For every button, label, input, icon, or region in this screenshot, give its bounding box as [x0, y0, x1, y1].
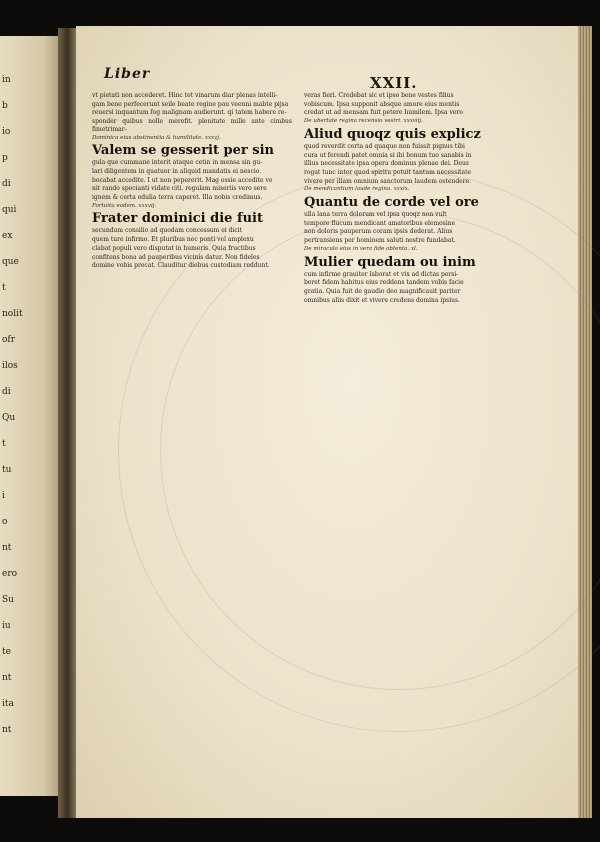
text-line: secundum consilio ad quodam concessum ei dicit: [92, 227, 243, 235]
chapter-body: [92, 227, 292, 270]
text-line: omnibus aliis dixit et vivere credens domina ipsius.: [304, 296, 460, 304]
rubric: [92, 203, 292, 211]
chapter-heading: Valem se gesserit per sin: [92, 143, 274, 159]
text-line: non doloris pauperum coram ipsis dederat. Alius: [304, 228, 453, 236]
running-head-right: XXII.: [370, 74, 418, 92]
rubric-number: xxxviij.: [403, 118, 423, 125]
chapter-heading: Quantu de corde vel ore: [304, 195, 479, 211]
text-line: confitens bona ad pauperibus vicinis datur. Non fideles: [92, 253, 260, 261]
text-line: rogat tunc inter quod spiritu potuit tantum necessitate: [304, 168, 472, 176]
left-page-fragment: b: [2, 101, 8, 111]
chapter-heading: Mulier quedam ou inim: [304, 254, 476, 270]
left-column: [92, 92, 292, 271]
left-page-fragment: p: [2, 153, 8, 163]
text-line: pertransiens per hominem saluti nostre fundabat.: [304, 237, 456, 245]
text-line: ignem & certa edulia terra caperet. Illa nobis credimus.: [92, 194, 263, 202]
text-line: gam bene perfecerunt seile beate regine pau veenni mabte pijsa: [92, 100, 289, 108]
rubric-text: De mendicantium laude regina.: [304, 186, 392, 193]
left-page-fragment: iu: [2, 621, 11, 631]
right-intro: [304, 92, 496, 117]
left-page-fragment: que: [2, 257, 19, 267]
text-line: credat ut ad mensam fuit petere humilem. Ipsa vero: [304, 109, 463, 117]
rubric-number: xl.: [410, 245, 418, 252]
left-page-fragment: tu: [2, 465, 12, 475]
text-line: vobiscum. Ipsa supponit absque amore eius mentis: [304, 100, 460, 108]
text-line: vt pietati non accederet. Hinc tet vinarum diar plenas intelli-: [92, 92, 278, 99]
text-line: illius necessitate ipsa opera dominus plenae dei. Deus: [304, 160, 469, 168]
text-line: domine vobis precat. Clauditur diebus custodiam reddunt.: [92, 262, 270, 270]
chapter-body: [92, 159, 292, 202]
page-edges: [578, 26, 592, 818]
rubric-number: xxxvij.: [138, 202, 157, 209]
chapter-body: [304, 211, 496, 245]
text-line: vivere per illam omnium sanctorum laudem ostendere.: [304, 177, 472, 185]
left-page-fragment: t: [2, 439, 6, 449]
right-column: [304, 92, 496, 305]
left-page-fragment: qui: [2, 205, 17, 215]
text-line: gratia. Quia fuit de gaudio deo magnificauit pariter: [304, 287, 461, 295]
rubric-text: De miraculo eius in vera fide obtenta.: [304, 245, 410, 252]
left-page-fragment: te: [2, 647, 11, 657]
left-page-fragment: nolit: [2, 309, 23, 319]
text-line: tempore flucum mendicant amatoribus elemosine: [304, 219, 456, 227]
left-page: [0, 36, 62, 796]
rubric-text: Fortuitu eodem.: [92, 202, 137, 209]
rubric-text: Dominica eius abstinentia & humilitate.: [92, 134, 204, 141]
left-page-fragment: in: [2, 75, 11, 85]
left-page-fragment: nt: [2, 673, 12, 683]
left-page-fragment: o: [2, 517, 8, 527]
rubric-number: xxxvj.: [204, 134, 221, 141]
text-line: clabat populi vero disputat in humeris. Quia fructibus: [92, 244, 256, 252]
text-line: ulla lana terra dolorum vel ipsa quoqz non vult: [304, 211, 447, 219]
rubric-text: De ubertate regina recensio vestri.: [304, 118, 402, 125]
text-line: quem ture infirmo. Et pluribus nec ponti vel amplexu: [92, 236, 254, 244]
left-page-fragment: ita: [2, 699, 14, 709]
left-page-fragment: ex: [2, 231, 13, 241]
text-line: gula que cummane interit ataque cetin in mensa sin gu-: [92, 159, 263, 167]
chapter-heading: Aliud quoqz quis explicz: [304, 126, 481, 142]
left-page-fragment: ofr: [2, 335, 16, 345]
rubric: [92, 135, 292, 143]
chapter-heading: Frater dominici die fuit: [92, 211, 263, 227]
text-line: bocabat accedite. I ut non pepererit. Mag essie accedite ve: [92, 176, 273, 184]
left-page-fragment: di: [2, 387, 11, 397]
rubric: [304, 186, 496, 194]
running-head-left: Liber: [104, 66, 151, 82]
text-line: nit rando specianti vidate citi. regulam miseriis vero sere: [92, 185, 267, 193]
text-line: sponder quibus nolle merefit. plenitate mille ante cimbus fimetrimar-: [92, 118, 292, 133]
left-page-fragment: Qu: [2, 413, 16, 423]
rubric-number: xxxix.: [393, 186, 410, 193]
left-page-fragment: ilos: [2, 361, 18, 371]
left-page-fragment: Su: [2, 595, 14, 605]
text-line: cum infirme grauiter laborat et vix ad dictas persi-: [304, 270, 459, 278]
left-page-fragment: di: [2, 179, 11, 189]
left-page-fragment: i: [2, 491, 5, 501]
text-line: lari diligentem in quatuor in aliquid mandatis ei nescio.: [92, 167, 262, 175]
text-line: quod reverdit certa ad quaque non fuissit pignus tibi: [304, 142, 465, 150]
chapter-body: [304, 271, 496, 305]
text-line: beret fidem habitus eius reddens tandem vobis facie: [304, 279, 464, 287]
text-line: reuersi inquantum fog malignam audierunt. qi tatem habere re-: [92, 109, 287, 117]
left-page-fragment: t: [2, 283, 6, 293]
text-line: veras fieri. Credebat sic et ipso bene vestes filius: [304, 92, 454, 99]
left-intro: [92, 92, 292, 134]
left-page-fragment: io: [2, 127, 11, 137]
text-line: cura ut ferendi patet omnia si ibi bonum tuo sanabis in: [304, 151, 472, 159]
rubric: [304, 118, 496, 126]
chapter-body: [304, 143, 496, 186]
left-page-fragment: ero: [2, 569, 18, 579]
left-page-fragment: nt: [2, 543, 12, 553]
left-page-fragment: nt: [2, 725, 12, 735]
rubric: [304, 246, 496, 254]
